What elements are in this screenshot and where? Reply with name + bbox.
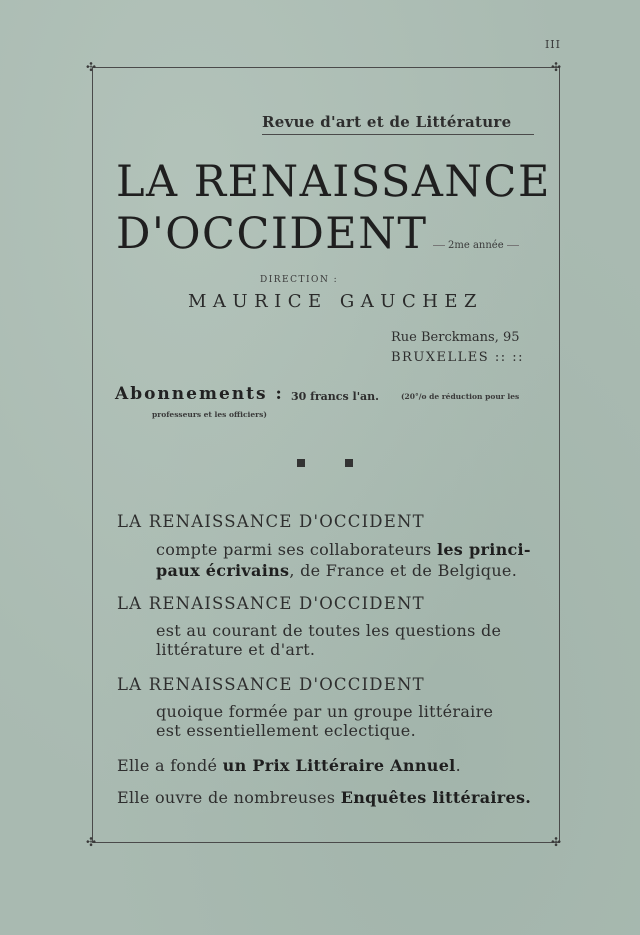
dash-left (433, 245, 445, 246)
section-text-line: quoique formée par un groupe littéraire (156, 702, 494, 721)
section-text-line: est essentiellement eclectique. (156, 721, 416, 740)
edition-text: 2me année (448, 240, 504, 251)
text-plain: , de France et de Belgique. (289, 561, 518, 580)
section-text-line (156, 540, 531, 559)
text-bold: les princi- (436, 540, 531, 559)
text-plain: Elle a fondé (117, 756, 223, 775)
enquetes-line (117, 788, 531, 807)
edition-label (430, 240, 522, 251)
square-ornament-icon (345, 459, 353, 467)
section-heading: LA RENAISSANCE D'OCCIDENT (117, 675, 425, 694)
text-bold: Enquêtes littéraires. (340, 788, 532, 807)
direction-label: DIRECTION : (260, 275, 339, 285)
section-heading: LA RENAISSANCE D'OCCIDENT (117, 594, 425, 613)
corner-ornament-icon: ✣ (551, 60, 562, 74)
dash-right (507, 245, 519, 246)
magazine-title-line1: LA RENAISSANCE (116, 157, 551, 207)
page-number: III (544, 38, 561, 51)
text-plain: Elle ouvre de nombreuses (117, 788, 341, 807)
magazine-title-line2: D'OCCIDENT (116, 209, 428, 259)
address-city: BRUXELLES :: :: (391, 350, 524, 365)
revue-subtitle: Revue d'art et de Littérature (262, 113, 534, 135)
section-text-line: est au courant de toutes les questions de (156, 621, 502, 640)
subscription-note-line2: professeurs et les officiers) (152, 410, 267, 419)
editor-name: MAURICE GAUCHEZ (188, 291, 484, 312)
prize-line (117, 756, 461, 775)
corner-ornament-icon: ✣ (86, 60, 97, 74)
section-heading: LA RENAISSANCE D'OCCIDENT (117, 512, 425, 531)
text-bold: paux écrivains (156, 561, 290, 580)
section-text-line: littérature et d'art. (156, 640, 316, 659)
square-ornament-icon (297, 459, 305, 467)
text-bold: un Prix Littéraire Annuel (222, 756, 456, 775)
subscription-price: 30 francs l'an. (291, 390, 380, 403)
corner-ornament-icon: ✣ (551, 835, 562, 849)
subscription-note-line1: (20°/o de réduction pour les (401, 392, 520, 401)
subscription-label: Abonnements : (115, 384, 284, 404)
address-street: Rue Berckmans, 95 (391, 330, 520, 345)
section-text-line (156, 561, 517, 580)
text-plain: . (455, 756, 461, 775)
text-plain: compte parmi ses collaborateurs (156, 540, 437, 559)
corner-ornament-icon: ✣ (86, 835, 97, 849)
